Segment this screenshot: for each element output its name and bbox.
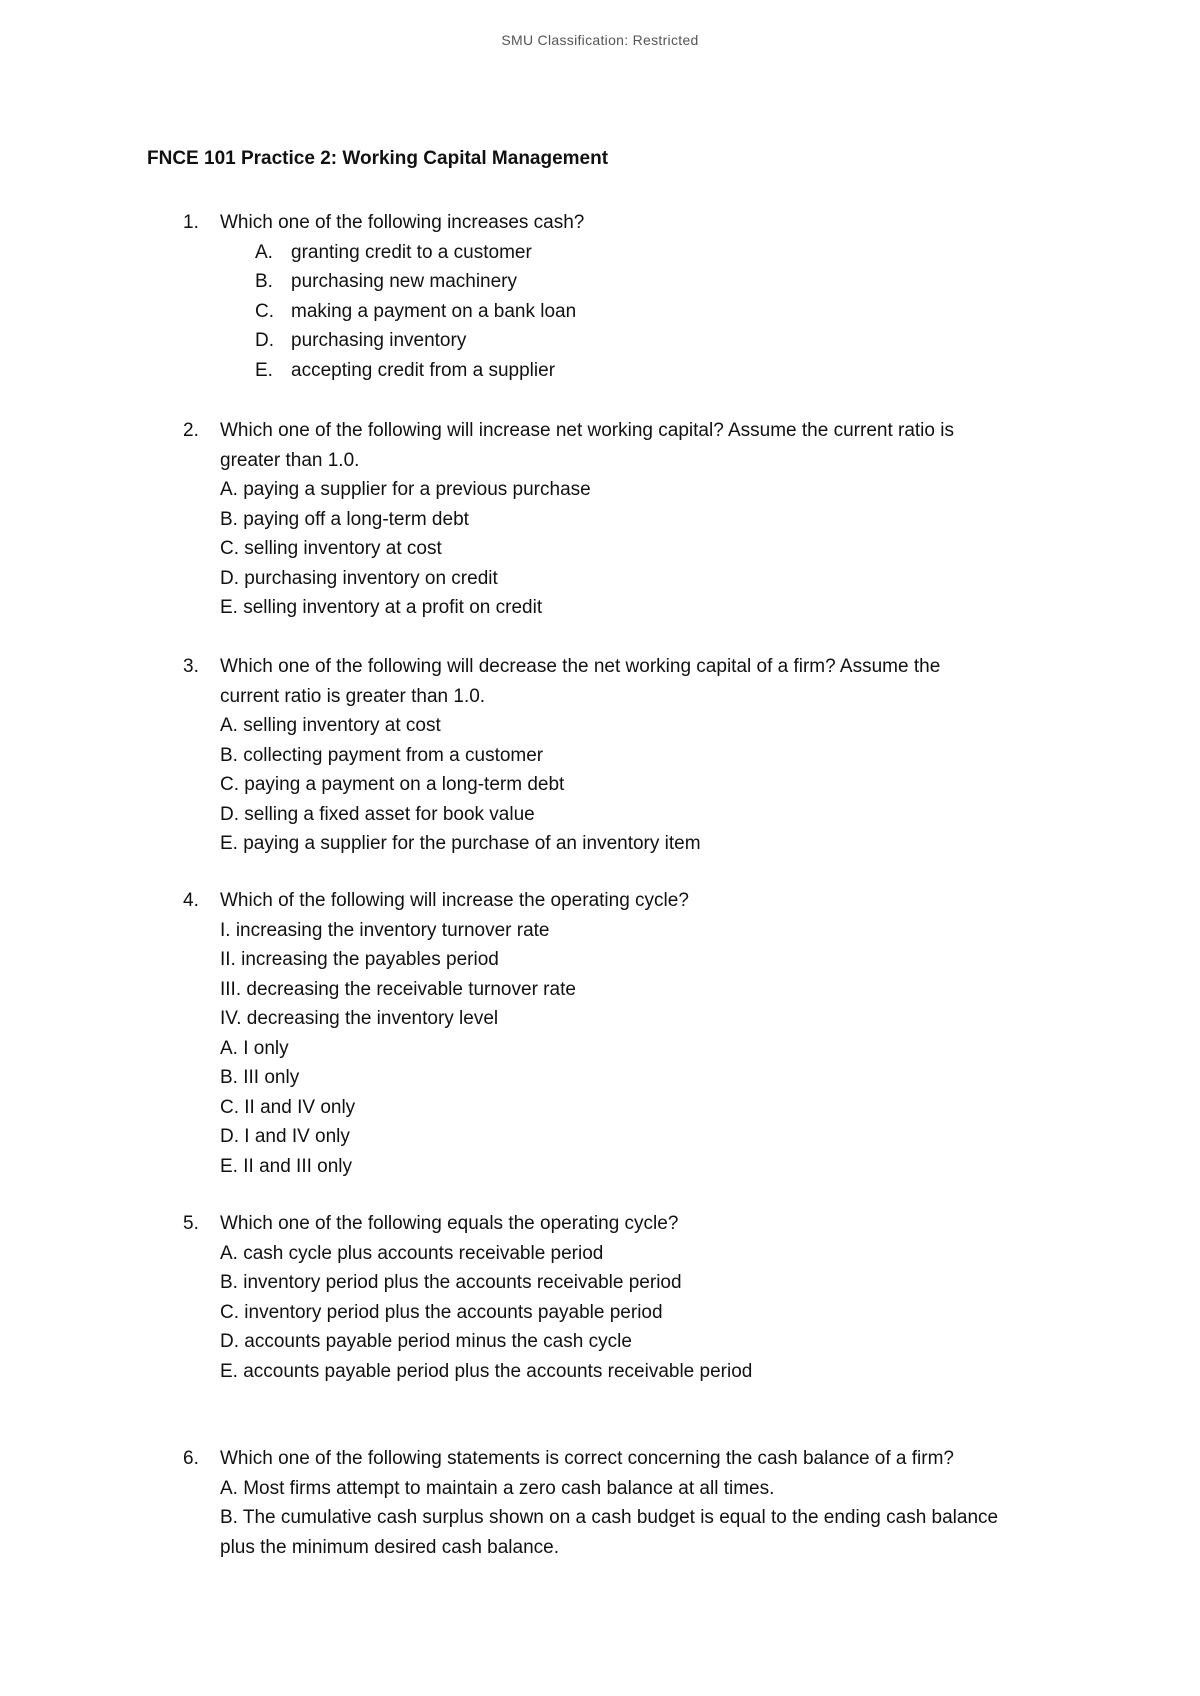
option-text: purchasing new machinery: [291, 271, 518, 292]
option-letter: E.: [255, 359, 273, 381]
question-number: 3.: [183, 656, 199, 677]
answer-option: C. paying a payment on a long-term debt: [220, 774, 565, 795]
question-4: [183, 886, 1083, 1181]
answer-option: D. I and IV only: [220, 1126, 350, 1147]
answer-option: C. selling inventory at cost: [220, 538, 442, 559]
answer-option: D. selling a fixed asset for book value: [220, 803, 535, 825]
question-number: 2.: [183, 420, 199, 441]
question-number: 6.: [183, 1448, 199, 1469]
answer-option: D. purchasing inventory on credit: [220, 567, 498, 589]
question-number: 1.: [183, 212, 199, 233]
question-text: Which one of the following statements is correct concerning the cash balance of a firm?: [220, 1448, 954, 1469]
question-text: Which one of the following will increase net working capital? Assume the current ratio is: [220, 420, 954, 441]
answer-option: A. I only: [220, 1037, 289, 1059]
question-6: [183, 1444, 1083, 1562]
answer-option: B. III only: [220, 1067, 300, 1088]
question-2: [183, 416, 1083, 623]
answer-option: [255, 356, 1083, 386]
question-1: [183, 208, 1083, 385]
answer-option: E. accounts payable period plus the accounts receivable period: [220, 1360, 753, 1382]
question-text: Which one of the following increases cash?: [220, 212, 585, 233]
option-letter: A.: [255, 241, 273, 263]
question-text: Which one of the following equals the operating cycle?: [220, 1213, 679, 1234]
answer-option: E. paying a supplier for the purchase of an inventory item: [220, 833, 701, 854]
answer-option: D. accounts payable period minus the cash cycle: [220, 1331, 632, 1352]
statement-option: IV. decreasing the inventory level: [220, 1008, 499, 1029]
answer-option: [255, 267, 1083, 297]
answer-option: C. II and IV only: [220, 1096, 356, 1118]
option-letter: C.: [255, 300, 274, 322]
answer-option: C. inventory period plus the accounts payable period: [220, 1301, 663, 1323]
answer-option: B. collecting payment from a customer: [220, 744, 544, 766]
statement-option: III. decreasing the receivable turnover rate: [220, 978, 576, 1000]
question-text: Which of the following will increase the operating cycle?: [220, 890, 689, 911]
answer-option: B. inventory period plus the accounts receivable period: [220, 1272, 682, 1293]
document-title: FNCE 101 Practice 2: Working Capital Management: [147, 148, 609, 169]
answer-option-continued: plus the minimum desired cash balance.: [220, 1536, 560, 1558]
classification-header: SMU Classification: Restricted: [501, 32, 699, 48]
question-number: 5.: [183, 1213, 199, 1234]
option-text: accepting credit from a supplier: [291, 359, 556, 381]
answer-option: A. selling inventory at cost: [220, 715, 441, 736]
answer-option: [255, 326, 1083, 356]
answer-option: E. selling inventory at a profit on credit: [220, 597, 543, 618]
answer-option: A. cash cycle plus accounts receivable period: [220, 1242, 604, 1264]
answer-option: [255, 238, 1083, 268]
question-text-continued: greater than 1.0.: [220, 449, 360, 471]
question-text: Which one of the following will decrease the net working capital of a firm? Assume the: [220, 656, 941, 677]
question-number: 4.: [183, 890, 199, 911]
answer-option: E. II and III only: [220, 1155, 353, 1177]
statement-option: II. increasing the payables period: [220, 949, 499, 970]
statement-option: I. increasing the inventory turnover rate: [220, 919, 550, 941]
question-5: [183, 1209, 1083, 1386]
answer-option: B. paying off a long-term debt: [220, 508, 469, 530]
option-text: purchasing inventory: [291, 330, 467, 351]
answer-option: [255, 297, 1083, 327]
answer-option: B. The cumulative cash surplus shown on a cash budget is equal to the ending cash balance: [220, 1507, 999, 1528]
question-3: [183, 652, 1083, 859]
option-text: granting credit to a customer: [291, 241, 532, 263]
option-letter: B.: [255, 271, 273, 292]
question-text-continued: current ratio is greater than 1.0.: [220, 685, 486, 707]
answer-option: A. paying a supplier for a previous purchase: [220, 479, 591, 500]
option-letter: D.: [255, 330, 274, 351]
answer-option: A. Most firms attempt to maintain a zero cash balance at all times.: [220, 1477, 775, 1499]
option-text: making a payment on a bank loan: [291, 300, 577, 322]
